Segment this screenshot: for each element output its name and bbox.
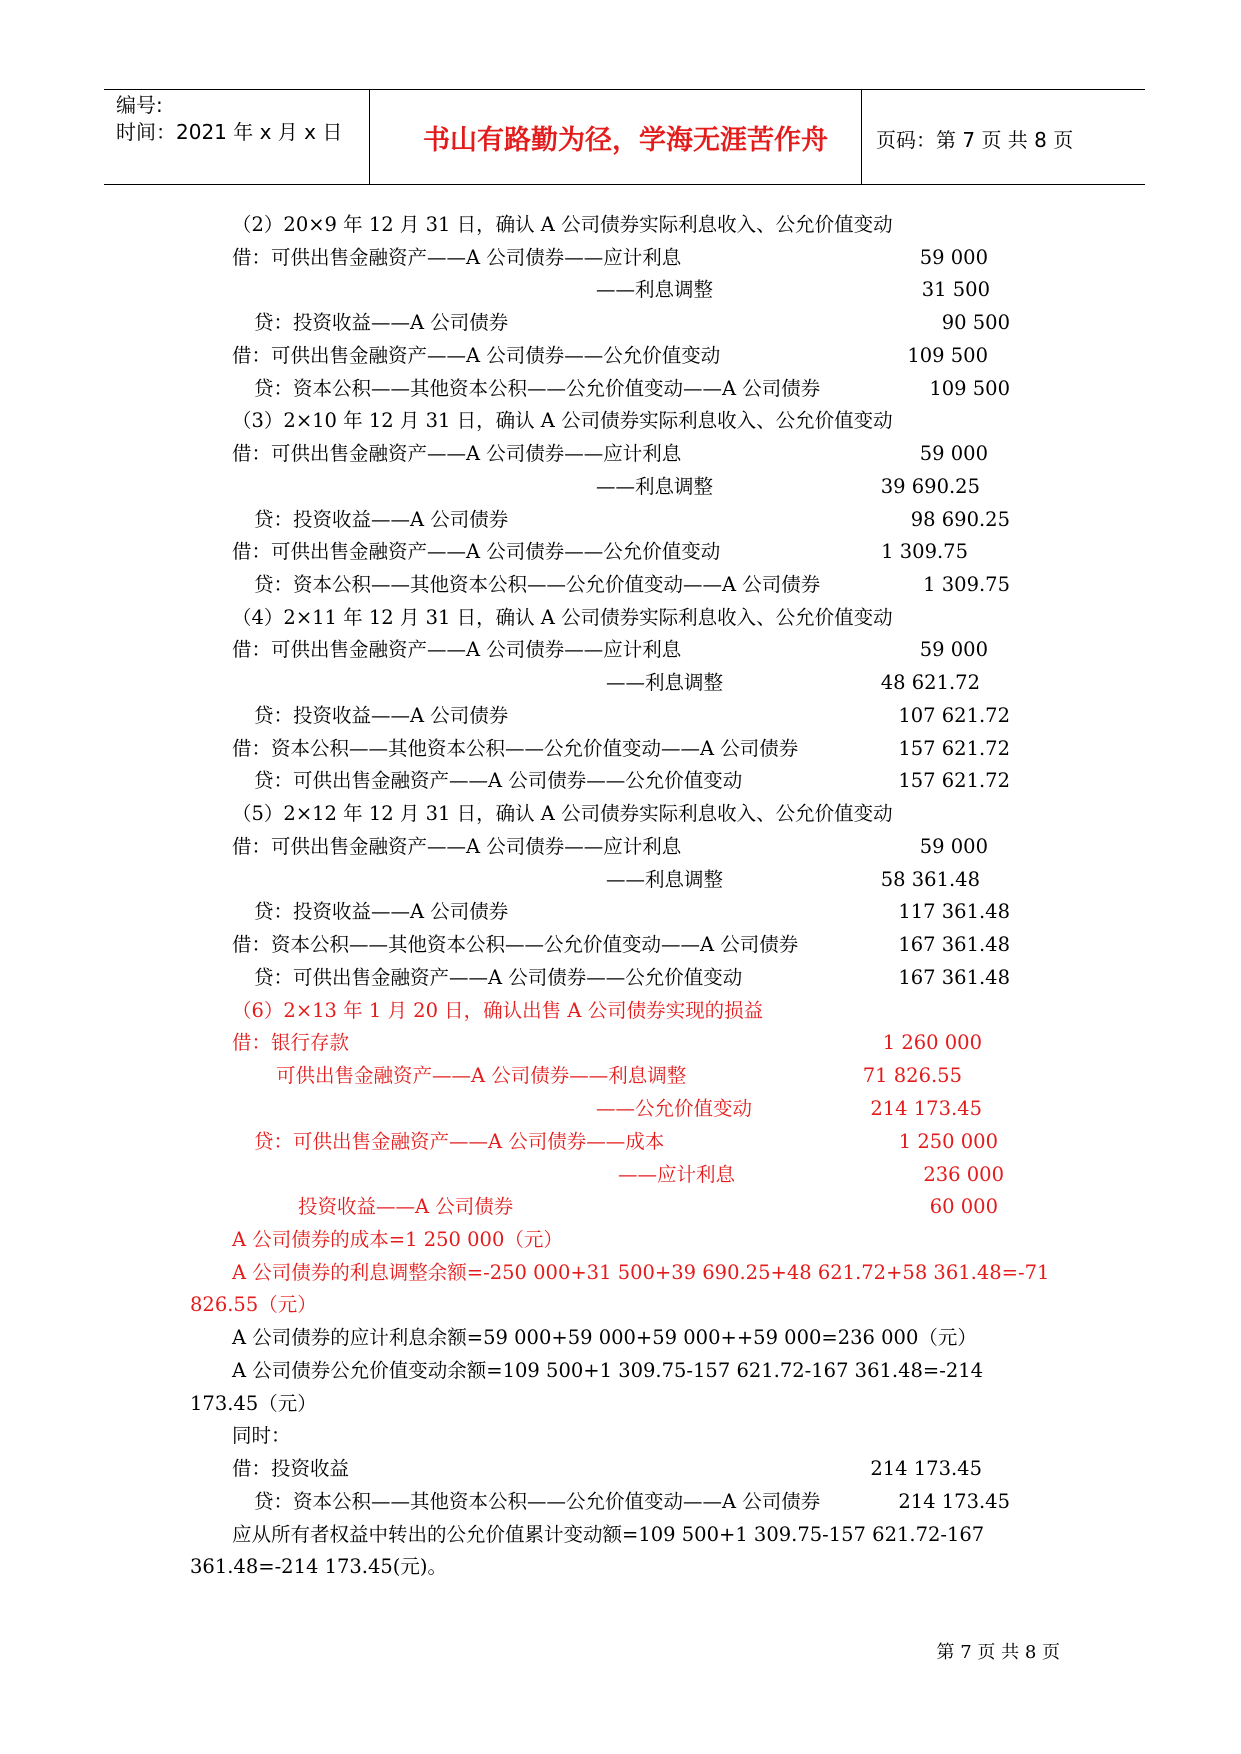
- calc-line: A 公司债券公允价值变动余额=109 500+1 309.75-157 621.72-167 361.48=-214: [232, 1359, 984, 1382]
- amount: 71 826.55: [862, 1064, 962, 1087]
- journal-line: ——利息调整: [596, 475, 714, 498]
- page-header: [104, 89, 1145, 185]
- amount: 1 309.75: [881, 540, 968, 563]
- amount: 214 173.45: [898, 1490, 1010, 1513]
- amount: 109 500: [907, 344, 988, 367]
- amount: 167 361.48: [898, 933, 1010, 956]
- amount: 59 000: [919, 638, 988, 661]
- journal-line: ——应计利息: [618, 1163, 736, 1186]
- calc-line: A 公司债券的利息调整余额=-250 000+31 500+39 690.25+48 621.72+58 361.48=-71: [232, 1261, 1050, 1284]
- amount: 59 000: [919, 835, 988, 858]
- amount: 109 500: [929, 377, 1010, 400]
- amount: 39 690.25: [880, 475, 980, 498]
- journal-line: 借：可供出售金融资产——A 公司债券——公允价值变动: [232, 540, 721, 563]
- time-label: 时间：2021 年 x 月 x 日: [116, 120, 343, 144]
- journal-line: 可供出售金融资产——A 公司债券——利息调整: [276, 1064, 687, 1087]
- entry-heading: （4）2×11 年 12 月 31 日，确认 A 公司债券实际利息收入、公允价值变动: [232, 606, 893, 629]
- journal-line: 借：可供出售金融资产——A 公司债券——应计利息: [232, 638, 682, 661]
- journal-line: ——利息调整: [596, 278, 714, 301]
- header-meta: [116, 92, 342, 146]
- entry-heading: （5）2×12 年 12 月 31 日，确认 A 公司债券实际利息收入、公允价值变动: [232, 802, 893, 825]
- entry-heading: （3）2×10 年 12 月 31 日，确认 A 公司债券实际利息收入、公允价值变动: [232, 409, 893, 432]
- amount: 48 621.72: [880, 671, 980, 694]
- calc-line: 826.55（元）: [190, 1293, 317, 1316]
- page-info: 页码：第 7 页 共 8 页: [876, 128, 1074, 152]
- journal-line: 借：资本公积——其他资本公积——公允价值变动——A 公司债券: [232, 737, 799, 760]
- calc-line: 应从所有者权益中转出的公允价值累计变动额=109 500+1 309.75-157 621.72-167: [232, 1523, 985, 1546]
- journal-line: 借：银行存款: [232, 1031, 350, 1054]
- page-footer: 第 7 页 共 8 页: [936, 1642, 1060, 1663]
- journal-line: 贷：投资收益——A 公司债券: [254, 508, 509, 531]
- calc-line: A 公司债券的成本=1 250 000（元）: [232, 1228, 563, 1251]
- header-divider: [369, 90, 370, 184]
- journal-line: 贷：可供出售金融资产——A 公司债券——公允价值变动: [254, 966, 743, 989]
- amount: 157 621.72: [898, 737, 1010, 760]
- journal-line: 贷：可供出售金融资产——A 公司债券——成本: [254, 1130, 665, 1153]
- journal-line: ——利息调整: [606, 671, 724, 694]
- amount: 1 309.75: [923, 573, 1010, 596]
- amount: 157 621.72: [898, 769, 1010, 792]
- journal-line: 借：可供出售金融资产——A 公司债券——公允价值变动: [232, 344, 721, 367]
- amount: 60 000: [929, 1195, 998, 1218]
- entry-heading: （2）20×9 年 12 月 31 日，确认 A 公司债券实际利息收入、公允价值变动: [232, 213, 893, 236]
- amount: 117 361.48: [898, 900, 1010, 923]
- amount: 1 250 000: [898, 1130, 998, 1153]
- motto: 书山有路勤为径，学海无涯苦作舟: [423, 125, 828, 156]
- journal-line: 借：投资收益: [232, 1457, 350, 1480]
- calc-line: A 公司债券的应计利息余额=59 000+59 000+59 000++59 000=236 000（元）: [232, 1326, 977, 1349]
- amount: 31 500: [921, 278, 990, 301]
- journal-line: 贷：投资收益——A 公司债券: [254, 311, 509, 334]
- journal-line: 贷：资本公积——其他资本公积——公允价值变动——A 公司债券: [254, 1490, 821, 1513]
- amount: 59 000: [919, 246, 988, 269]
- journal-line: 借：资本公积——其他资本公积——公允价值变动——A 公司债券: [232, 933, 799, 956]
- amount: 58 361.48: [880, 868, 980, 891]
- header-divider: [861, 90, 862, 184]
- journal-line: 贷：资本公积——其他资本公积——公允价值变动——A 公司债券: [254, 573, 821, 596]
- amount: 214 173.45: [870, 1457, 982, 1480]
- journal-line: 贷：资本公积——其他资本公积——公允价值变动——A 公司债券: [254, 377, 821, 400]
- amount: 1 260 000: [882, 1031, 982, 1054]
- amount: 59 000: [919, 442, 988, 465]
- amount: 236 000: [923, 1163, 1004, 1186]
- journal-line: 投资收益——A 公司债券: [298, 1195, 514, 1218]
- amount: 98 690.25: [910, 508, 1010, 531]
- entry-heading: （6）2×13 年 1 月 20 日，确认出售 A 公司债券实现的损益: [232, 999, 764, 1022]
- amount: 90 500: [941, 311, 1010, 334]
- amount: 107 621.72: [898, 704, 1010, 727]
- journal-line: ——利息调整: [606, 868, 724, 891]
- journal-line: 借：可供出售金融资产——A 公司债券——应计利息: [232, 442, 682, 465]
- journal-line: 贷：可供出售金融资产——A 公司债券——公允价值变动: [254, 769, 743, 792]
- journal-line: 借：可供出售金融资产——A 公司债券——应计利息: [232, 835, 682, 858]
- journal-line: 贷：投资收益——A 公司债券: [254, 704, 509, 727]
- journal-line: ——公允价值变动: [596, 1097, 753, 1120]
- journal-line: 借：可供出售金融资产——A 公司债券——应计利息: [232, 246, 682, 269]
- calc-line: 同时：: [232, 1424, 291, 1447]
- journal-line: 贷：投资收益——A 公司债券: [254, 900, 509, 923]
- amount: 214 173.45: [870, 1097, 982, 1120]
- calc-line: 361.48=-214 173.45(元)。: [190, 1555, 448, 1578]
- calc-line: 173.45（元）: [190, 1392, 317, 1415]
- amount: 167 361.48: [898, 966, 1010, 989]
- number-label: 编号:: [116, 93, 163, 117]
